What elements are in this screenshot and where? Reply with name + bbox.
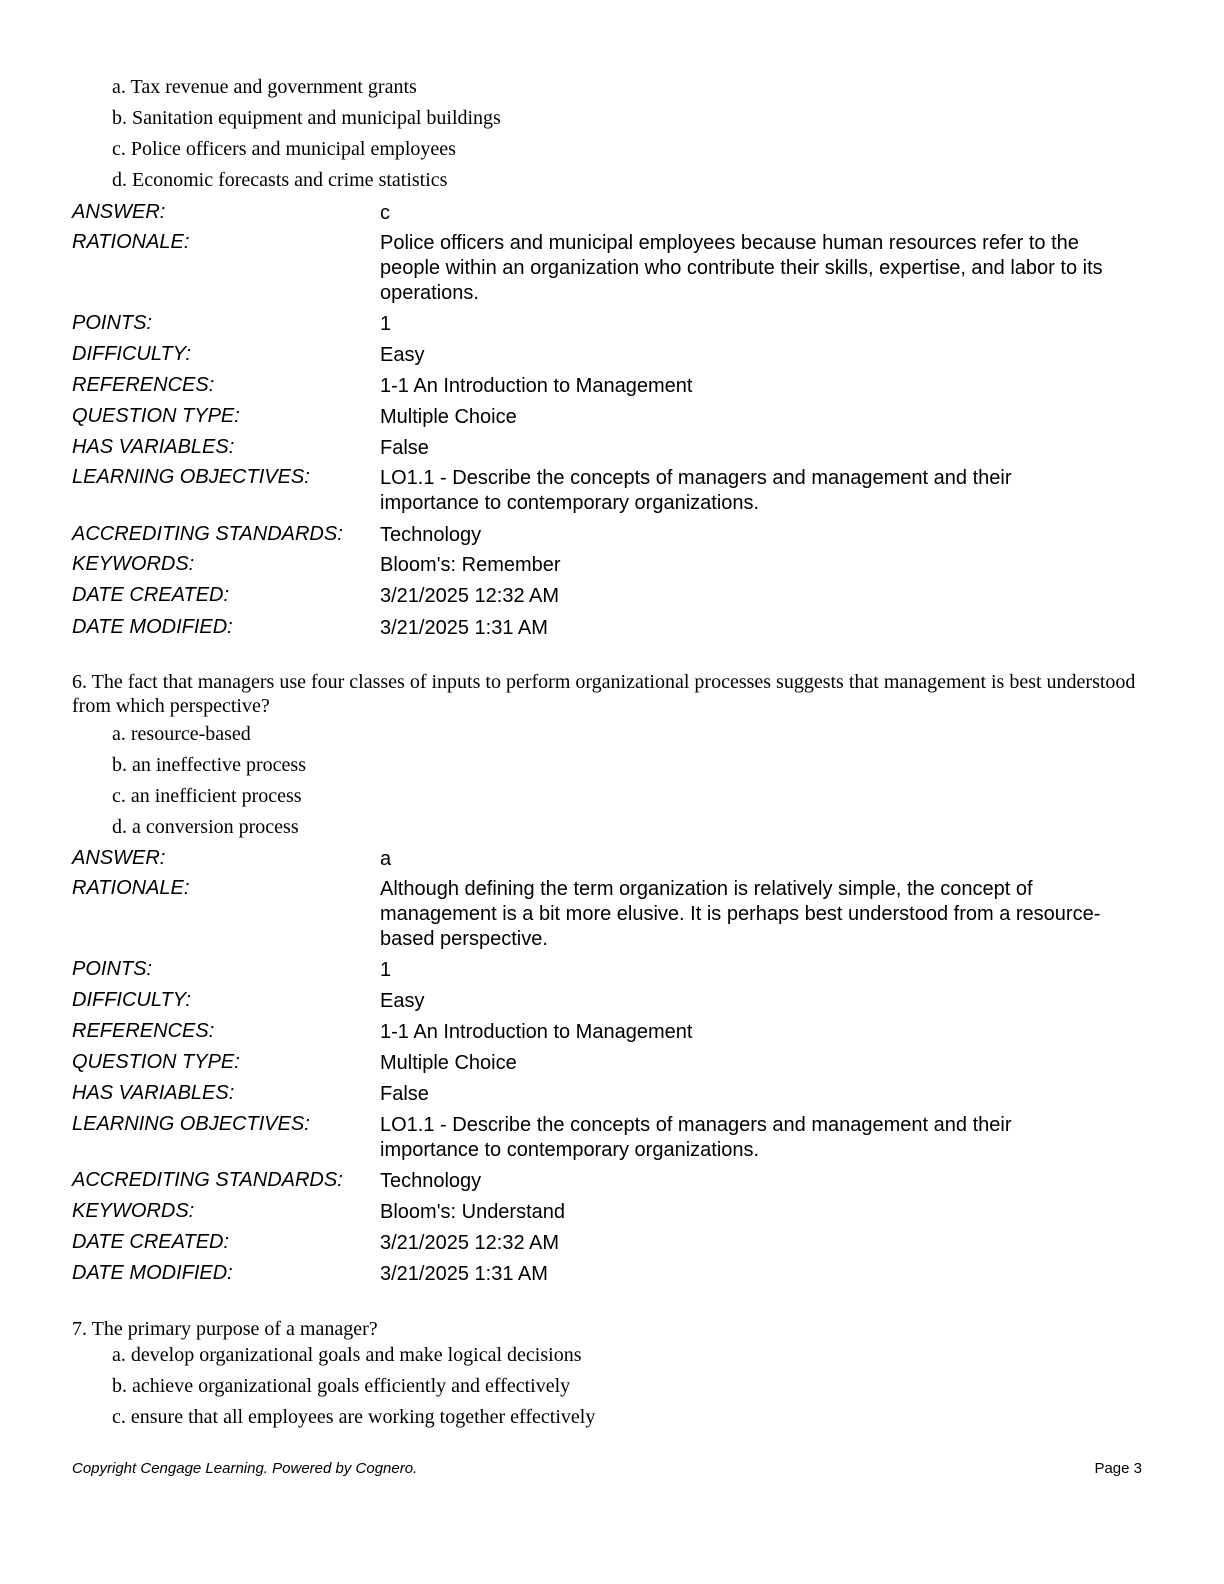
date-modified-value: 3/21/2025 1:31 AM bbox=[380, 617, 548, 639]
date-modified-label: DATE MODIFIED: bbox=[72, 1262, 233, 1284]
keywords-label: KEYWORDS: bbox=[72, 553, 195, 575]
rationale-value: Police officers and municipal employees because human resources refer to the people within an organization who contribute their skills, expertise, and labor to its operations. bbox=[380, 232, 1103, 304]
question-type-value: Multiple Choice bbox=[380, 406, 517, 428]
keywords-label: KEYWORDS: bbox=[72, 1200, 195, 1222]
has-variables-label: HAS VARIABLES: bbox=[72, 1082, 235, 1104]
difficulty-label: DIFFICULTY: bbox=[72, 343, 191, 365]
references-label: REFERENCES: bbox=[72, 374, 215, 396]
question-type-value: Multiple Choice bbox=[380, 1052, 517, 1074]
q7-question-text: 7. The primary purpose of a manager? bbox=[72, 1318, 378, 1340]
rationale-label: RATIONALE: bbox=[72, 231, 190, 253]
references-value: 1-1 An Introduction to Management bbox=[380, 375, 693, 397]
rationale-label: RATIONALE: bbox=[72, 877, 190, 899]
q6-option-a: a. resource-based bbox=[112, 723, 251, 745]
points-value: 1 bbox=[380, 313, 392, 335]
q6-option-c: c. an inefficient process bbox=[112, 785, 302, 807]
has-variables-value: False bbox=[380, 1083, 429, 1105]
references-value: 1-1 An Introduction to Management bbox=[380, 1021, 693, 1043]
rationale-value: Although defining the term organization is relatively simple, the concept of management is a bit more elusive. It is perhaps best understood from a resource-based perspective. bbox=[380, 878, 1101, 950]
q7-option-b: b. achieve organizational goals efficiently and effectively bbox=[112, 1375, 571, 1397]
date-created-value: 3/21/2025 12:32 AM bbox=[380, 585, 560, 607]
q7-option-a: a. develop organizational goals and make logical decisions bbox=[112, 1344, 582, 1366]
accrediting-standards-value: Technology bbox=[380, 524, 482, 546]
difficulty-value: Easy bbox=[380, 990, 425, 1012]
q6-option-d: d. a conversion process bbox=[112, 816, 299, 838]
q7-option-c: c. ensure that all employees are working together effectively bbox=[112, 1406, 596, 1428]
learning-objectives-label: LEARNING OBJECTIVES: bbox=[72, 1113, 310, 1135]
footer-copyright: Copyright Cengage Learning. Powered by Cognero. bbox=[72, 1460, 418, 1477]
has-variables-value: False bbox=[380, 437, 429, 459]
points-label: POINTS: bbox=[72, 958, 153, 980]
has-variables-label: HAS VARIABLES: bbox=[72, 436, 235, 458]
date-created-label: DATE CREATED: bbox=[72, 584, 230, 606]
q5-option-b: b. Sanitation equipment and municipal buildings bbox=[112, 107, 501, 129]
points-value: 1 bbox=[380, 959, 392, 981]
answer-value: c bbox=[380, 202, 390, 224]
difficulty-label: DIFFICULTY: bbox=[72, 989, 191, 1011]
learning-objectives-label: LEARNING OBJECTIVES: bbox=[72, 466, 310, 488]
difficulty-value: Easy bbox=[380, 344, 425, 366]
question-type-label: QUESTION TYPE: bbox=[72, 1051, 240, 1073]
answer-value: a bbox=[380, 848, 392, 870]
answer-label: ANSWER: bbox=[72, 847, 166, 869]
date-created-label: DATE CREATED: bbox=[72, 1231, 230, 1253]
accrediting-standards-value: Technology bbox=[380, 1170, 482, 1192]
accrediting-standards-label: ACCREDITING STANDARDS: bbox=[72, 523, 343, 545]
footer-page-number: Page 3 bbox=[1094, 1460, 1142, 1477]
points-label: POINTS: bbox=[72, 312, 153, 334]
q6-option-b: b. an ineffective process bbox=[112, 754, 306, 776]
question-type-label: QUESTION TYPE: bbox=[72, 405, 240, 427]
date-modified-value: 3/21/2025 1:31 AM bbox=[380, 1263, 548, 1285]
accrediting-standards-label: ACCREDITING STANDARDS: bbox=[72, 1169, 343, 1191]
learning-objectives-value: LO1.1 - Describe the concepts of managers and management and their importance to contemporary organizations. bbox=[380, 1114, 1012, 1161]
date-created-value: 3/21/2025 12:32 AM bbox=[380, 1232, 560, 1254]
keywords-value: Bloom's: Understand bbox=[380, 1201, 566, 1223]
answer-label: ANSWER: bbox=[72, 201, 166, 223]
learning-objectives-value: LO1.1 - Describe the concepts of managers and management and their importance to contemporary organizations. bbox=[380, 467, 1012, 514]
q5-option-c: c. Police officers and municipal employees bbox=[112, 138, 456, 160]
keywords-value: Bloom's: Remember bbox=[380, 554, 561, 576]
date-modified-label: DATE MODIFIED: bbox=[72, 616, 233, 638]
references-label: REFERENCES: bbox=[72, 1020, 215, 1042]
q5-option-a: a. Tax revenue and government grants bbox=[112, 76, 417, 98]
q5-option-d: d. Economic forecasts and crime statistics bbox=[112, 169, 448, 191]
q6-question-text: 6. The fact that managers use four classes of inputs to perform organizational processes suggests that management is best understood from which perspective? bbox=[72, 671, 1136, 717]
